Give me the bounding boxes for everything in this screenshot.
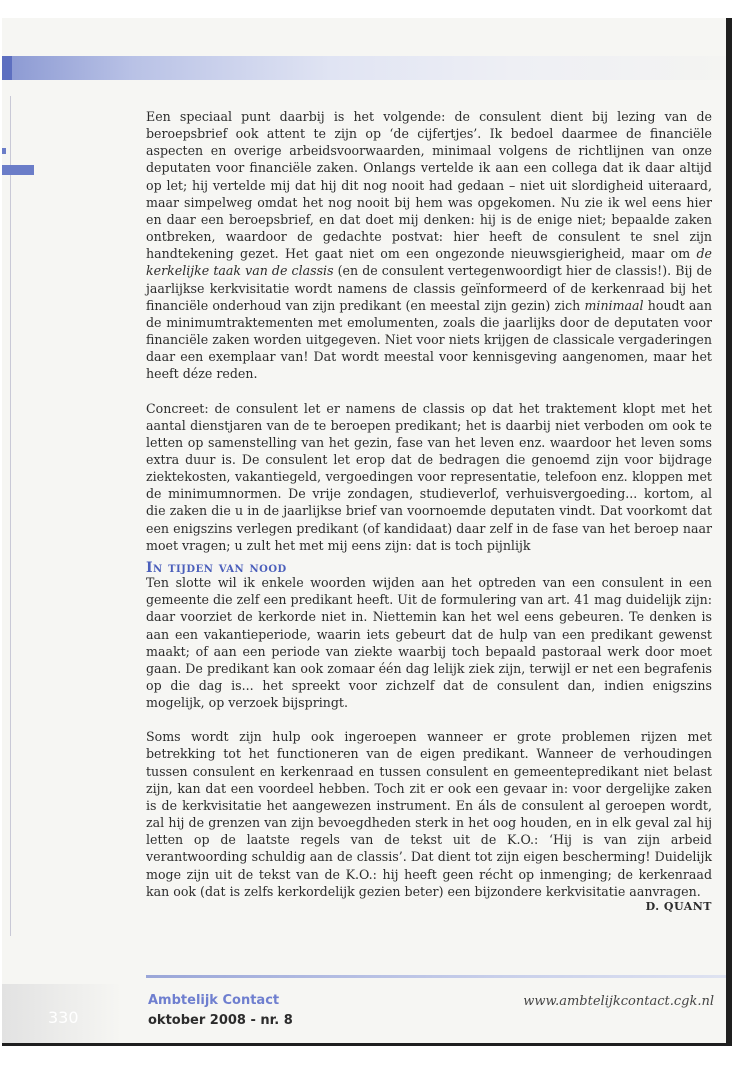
- paragraph-concreet: [146, 400, 712, 554]
- author-signature: D. QUANT: [645, 899, 712, 913]
- page-number: 330: [48, 1008, 79, 1027]
- emphasis-text: minimaal: [584, 297, 644, 313]
- text-run: Een speciaal punt daarbij is het volgende: de consulent dient bij lezing van de beroepsbrief ook attent te zijn op ‘de cijfertjes’. Ik bedoel daarmee de financiële aspecten en overige arbeidsvoorwaarden, minimaal volgens de richtlijnen van onze deputaten voor financiële zaken. Onlangs vertelde ik aan een collega dat ik daar altijd op let; hij vertelde mij dat hij dit nog nooit had gedaan – niet uit slordigheid uiteraard, maar simpelweg omdat het nog nooit bij hem was opgekomen. Nu zie ik wel eens hier en daar een beroepsbrief, en dat doet mij denken: hij is de enige niet; bepaalde zaken ontbreken, waardoor de gedachte postvat: hier heeft de consulent te snel zijn handtekening gezet. Het gaat niet om een ongezonde nieuwsgierigheid, maar om: [146, 109, 712, 262]
- footer-rule: [146, 975, 732, 978]
- emphasis-text: de kerkelijke taak van de classis: [146, 246, 712, 279]
- paragraph-ten-slotte: Ten slotte wil ik enkele woorden wijden aan het optreden van een consulent in een gemeente die zelf een predikant heeft. Uit de formulering van art. 41 mag duidelijk zijn: daar voorziet de kerkorde niet in. Niettemin kan het wel eens gebeuren. Te denken is aan een vakantieperiode, waarin iets gebeurt dat de hulp van een predikant gewenst maakt; of aan een periode van ziekte waarbij toch bepaald pastoraal werk door moet gaan. De predikant kan ook zomaar één dag lelijk ziek zijn, terwijl er net een begrafenis op die dag is... het spreekt voor zichzelf dat de consulent dan, indien enigszins mogelijk, op verzoek bijspringt.: [146, 575, 712, 711]
- text-run: (en de consulent vertegenwoordigt hier de classis!). Bij de jaarlijkse kerkvisitatie wordt namens de classis geïnformeerd of de kerkenraad bij het financiële onderhoud van zijn predikant (en meestal zijn gezin) zich: [146, 263, 712, 313]
- article-body: [146, 108, 712, 915]
- margin-marker-dot: [2, 148, 6, 154]
- text-run: Concreet: de consulent let er namens de classis op dat het traktement klopt met het aantal dienstjaren van de te beroepen predikant; het is daarbij niet verboden om ook te letten op samenstelling van het gezin, fase van het leven enz. waardoor het leven soms extra duur is. De consulent let erop dat de bedragen die genoemd zijn voor bijdrage ziektekosten, vakantiegeld, vergoedingen voor representatie, telefoon enz. kloppen met de minimumnormen. De vrije zondagen, studieverlof, verhuisvergoeding... kortom, al die zaken die u in de jaarlijkse brief van voornoemde deputaten vindt. Dat voorkomt dat een enigszins verlegen predikant (of kandidaat) daar zelf in de fase van het beroep naar moet vragen; u zult het met mij eens zijn: dat is toch pijnlijk: [146, 400, 712, 553]
- magazine-name: Ambtelijk Contact: [148, 993, 280, 1008]
- margin-marker: [2, 165, 34, 175]
- paragraph-cijfertjes: [146, 108, 712, 383]
- paragraph-soms: Soms wordt zijn hulp ook ingeroepen wanneer er grote problemen rijzen met betrekking tot het functioneren van de eigen predikant. Wanneer de verhoudingen tussen consulent en kerkenraad en tussen consulent en gemeentepredikant niet belast zijn, kan dat een voordeel hebben. Toch zit er ook een gevaar in: voor dergelijke zaken is de kerkvisitatie het aangewezen instrument. En áls de consulent al geroepen wordt, zal hij de grenzen van zijn bevoegdheden sterk in het oog houden, en in elk geval zal hij letten op de laatste regels van de tekst uit de K.O.: ‘Hij is van zijn arbeid verantwoording schuldig aan de classis’. Dat dient tot zijn eigen bescherming! Duidelijk moge zijn uit de tekst van de K.O.: hij heeft geen récht op inmenging; de kerkenraad kan ook (dat is zelfs kerkordelijk gezien beter) een bijzondere kerkvisitatie aanvragen.: [146, 729, 712, 899]
- header-color-band: [2, 56, 732, 80]
- text-run: houdt aan de minimumtraktementen met emolumenten, zoals die jaarlijks door de deputaten voor financiële zaken worden uitgegeven. Niet voor niets krijgen de classicale vergaderingen daar een exemplaar van! Dat wordt meestal voor kennisgeving aangenomen, maar het heeft déze reden.: [146, 297, 712, 382]
- magazine-page: [2, 18, 732, 1046]
- section-heading-text: In tijden van nood: [146, 559, 287, 576]
- header-band-edge: [2, 56, 12, 80]
- issue-info: oktober 2008 - nr. 8: [148, 1013, 293, 1028]
- margin-rule: [10, 96, 11, 936]
- website-link[interactable]: www.ambtelijkcontact.cgk.nl: [523, 994, 714, 1009]
